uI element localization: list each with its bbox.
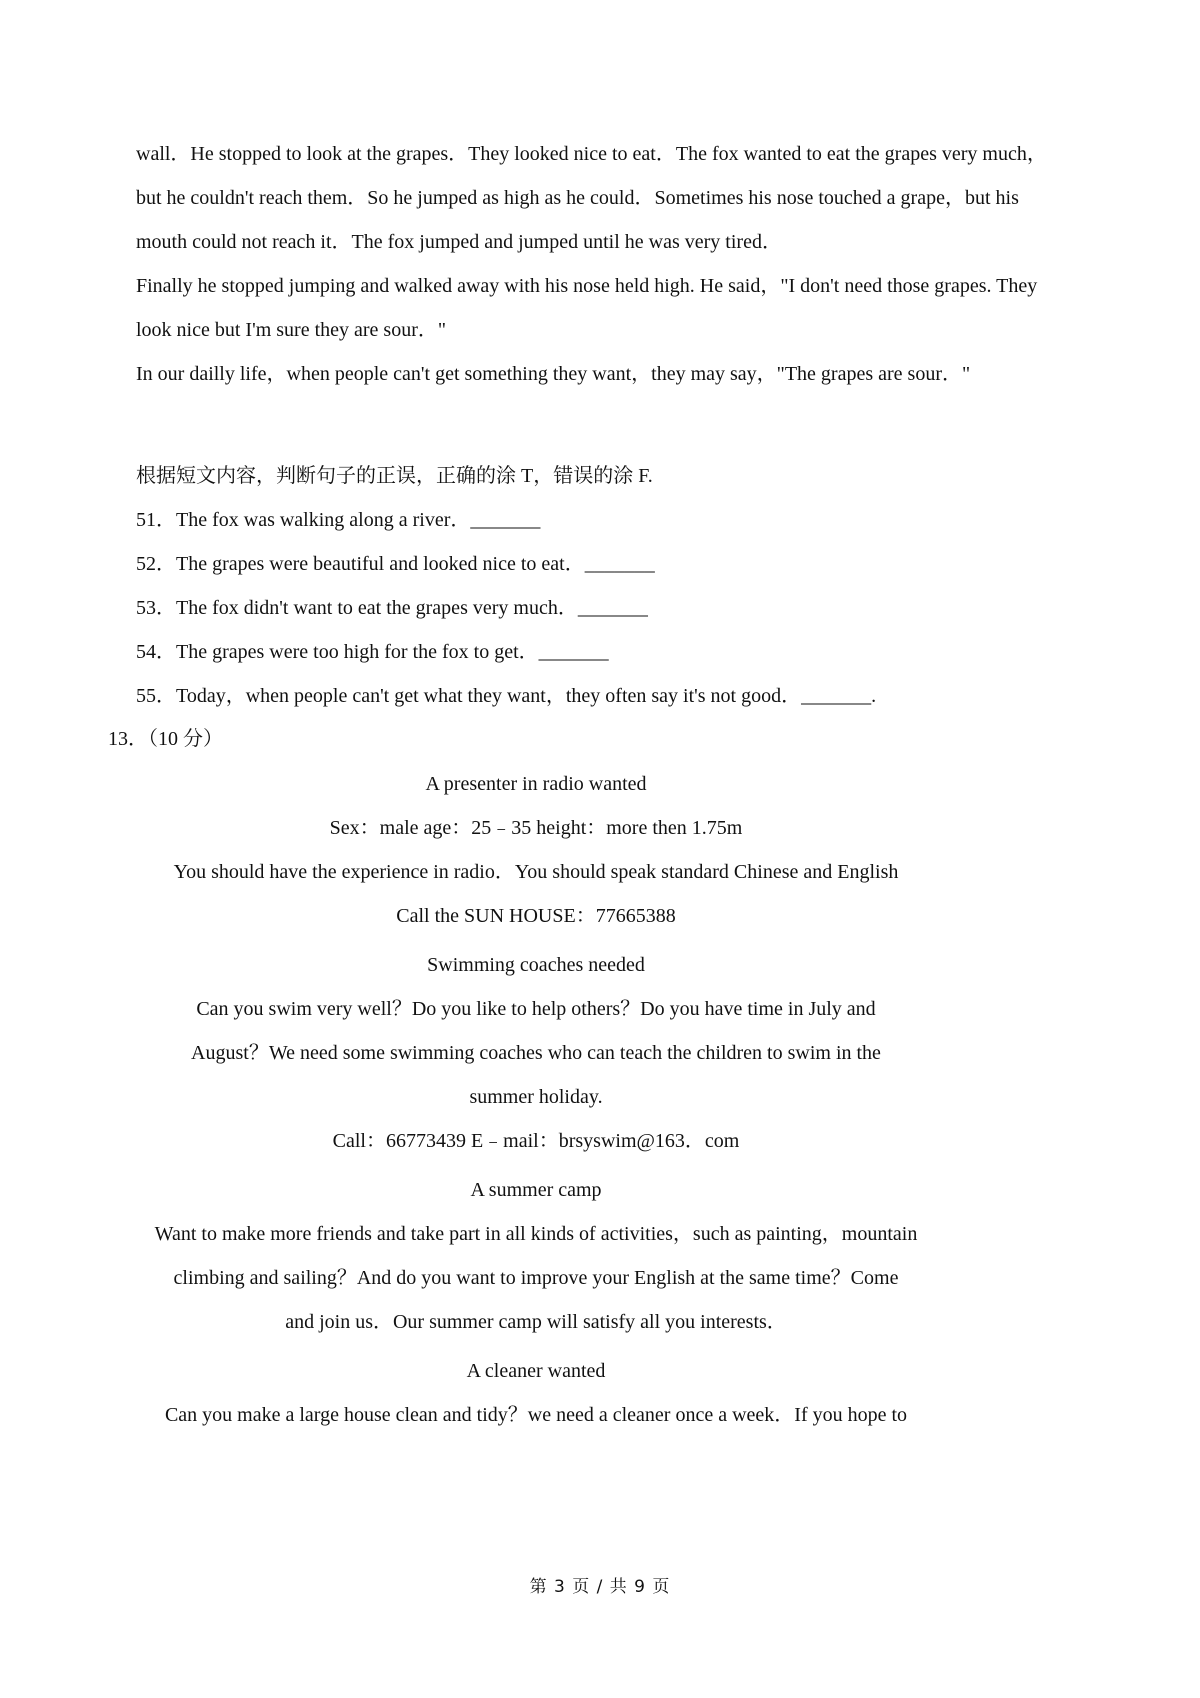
ad-text: Can you make a large house clean and tidy？we need a cleaner once a week．If you hope to	[164, 1404, 908, 1426]
ad-text: You should have the experience in radio．You should speak standard Chinese and English	[173, 861, 899, 883]
story-line: look nice but I'm sure they are sour．"	[136, 319, 447, 341]
question-item: 54．The grapes were too high for the fox to get．_______	[136, 641, 609, 663]
story-line: In our dailly life，when people can't get something they want，they may say，"The grapes are sour．"	[136, 363, 971, 385]
story-line: wall．He stopped to look at the grapes．They looked nice to eat．The fox wanted to eat the grapes very much，	[136, 143, 1047, 165]
ad-text: Sex：male age：25﹣35 height：more then 1.75m	[329, 817, 743, 839]
ad-text: Can you swim very well？Do you like to help others？Do you have time in July and	[196, 998, 876, 1020]
question-item: 55．Today，when people can't get what they want，they often say it's not good．_______.	[136, 685, 877, 707]
story-line: mouth could not reach it．The fox jumped and jumped until he was very tired．	[136, 231, 782, 253]
ad-text: and join us．Our summer camp will satisfy all you interests．	[285, 1311, 787, 1333]
ad-title-swimming: Swimming coaches needed	[427, 954, 645, 976]
ad-title-cleaner: A cleaner wanted	[466, 1360, 606, 1382]
question-item: 51．The fox was walking along a river．_______	[136, 509, 541, 531]
ad-contact: Call：66773439 E﹣mail：brsyswim@163．com	[332, 1130, 740, 1152]
ad-text: climbing and sailing？And do you want to improve your English at the same time？Come	[173, 1267, 899, 1289]
ad-title-camp: A summer camp	[470, 1179, 602, 1201]
question-item: 52．The grapes were beautiful and looked nice to eat．_______	[136, 553, 655, 575]
ad-text: August？We need some swimming coaches who can teach the children to swim in the	[191, 1042, 881, 1064]
ad-title-presenter: A presenter in radio wanted	[425, 773, 647, 795]
story-line: but he couldn't reach them．So he jumped as high as he could．Sometimes his nose touched a grape，but his	[136, 187, 1019, 209]
ad-text: Want to make more friends and take part in all kinds of activities，such as painting，mountain	[154, 1223, 918, 1245]
instruction: 根据短文内容，判断句子的正误，正确的涂 T，错误的涂 F.	[136, 465, 653, 487]
section-header: 13．（10 分）	[108, 728, 223, 750]
ad-contact: Call the SUN HOUSE：77665388	[396, 905, 676, 927]
page-footer: 第 3 页 / 共 9 页	[529, 1577, 671, 1597]
ad-text: summer holiday.	[469, 1086, 603, 1108]
story-line: Finally he stopped jumping and walked away with his nose held high. He said，"I don't need those grapes. They	[136, 275, 1038, 297]
question-item: 53．The fox didn't want to eat the grapes very much．_______	[136, 597, 648, 619]
